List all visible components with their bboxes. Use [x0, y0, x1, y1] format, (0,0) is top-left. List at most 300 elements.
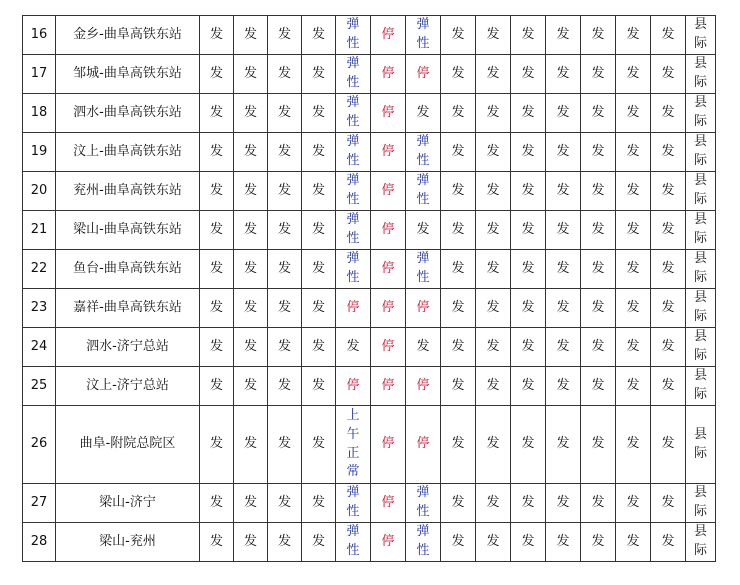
status-text: 发	[486, 221, 500, 237]
status-text: 发	[277, 221, 291, 237]
status-text: 弹性	[416, 485, 430, 519]
status-cell	[441, 250, 476, 289]
status-text: 发	[556, 65, 570, 81]
status-text: 发	[486, 65, 500, 81]
route-name: 梁山-济宁	[56, 484, 200, 523]
status-cell	[476, 406, 511, 484]
table-row	[23, 406, 716, 484]
status-text: 发	[486, 104, 500, 120]
status-cell	[616, 406, 651, 484]
status-cell	[302, 250, 336, 289]
row-number: 21	[23, 211, 56, 250]
status-cell	[371, 289, 406, 328]
status-text: 发	[243, 377, 257, 393]
status-text: 停	[381, 221, 395, 237]
status-cell	[616, 523, 651, 562]
status-text: 发	[626, 104, 640, 120]
route-name: 泗水-曲阜高铁东站	[56, 94, 200, 133]
table-row	[23, 328, 716, 367]
status-cell	[268, 55, 302, 94]
route-name: 梁山-曲阜高铁东站	[56, 211, 200, 250]
status-cell	[200, 55, 234, 94]
status-text: 停	[346, 299, 360, 315]
status-cell	[336, 16, 371, 55]
status-cell	[234, 16, 268, 55]
status-text: 停	[381, 26, 395, 42]
status-text: 发	[521, 338, 535, 354]
status-text: 发	[311, 26, 325, 42]
status-text: 发	[521, 221, 535, 237]
status-text: 发	[209, 338, 223, 354]
status-cell	[200, 250, 234, 289]
route-name: 金乡-曲阜高铁东站	[56, 16, 200, 55]
status-cell	[581, 484, 616, 523]
status-cell	[581, 94, 616, 133]
status-text: 发	[626, 65, 640, 81]
status-cell	[268, 484, 302, 523]
status-cell	[651, 172, 686, 211]
status-cell	[200, 523, 234, 562]
status-cell	[616, 211, 651, 250]
status-text: 发	[591, 65, 605, 81]
status-text: 发	[451, 221, 465, 237]
table-row	[23, 289, 716, 328]
status-text: 发	[209, 260, 223, 276]
route-type	[686, 94, 716, 133]
status-text: 发	[591, 221, 605, 237]
status-text: 发	[556, 494, 570, 510]
status-cell	[371, 367, 406, 406]
status-text: 弹性	[346, 56, 360, 90]
status-text: 发	[277, 26, 291, 42]
status-cell	[336, 328, 371, 367]
status-text: 发	[486, 533, 500, 549]
status-text: 发	[346, 338, 360, 354]
status-cell	[441, 133, 476, 172]
status-text: 发	[311, 221, 325, 237]
status-text: 弹性	[346, 524, 360, 558]
status-cell	[581, 523, 616, 562]
status-text: 停	[416, 377, 430, 393]
status-text: 弹性	[416, 251, 430, 285]
status-cell	[234, 250, 268, 289]
status-cell	[616, 367, 651, 406]
status-text: 发	[556, 182, 570, 198]
status-cell	[336, 523, 371, 562]
status-text: 发	[626, 221, 640, 237]
status-cell	[441, 16, 476, 55]
status-text: 弹性	[416, 134, 430, 168]
status-cell	[268, 406, 302, 484]
status-text: 发	[591, 436, 605, 452]
status-text: 发	[311, 104, 325, 120]
status-cell	[268, 367, 302, 406]
status-cell	[511, 328, 546, 367]
route-type	[686, 250, 716, 289]
status-text: 发	[209, 494, 223, 510]
status-text: 发	[451, 299, 465, 315]
status-text: 发	[521, 182, 535, 198]
status-text: 发	[486, 377, 500, 393]
status-cell	[511, 289, 546, 328]
table-row	[23, 250, 716, 289]
status-cell	[406, 211, 441, 250]
route-type	[686, 16, 716, 55]
status-cell	[476, 211, 511, 250]
status-cell	[651, 250, 686, 289]
status-text: 停	[381, 143, 395, 159]
status-text: 发	[451, 65, 465, 81]
status-cell	[546, 484, 581, 523]
status-cell	[581, 133, 616, 172]
row-number: 22	[23, 250, 56, 289]
status-cell	[406, 133, 441, 172]
status-cell	[302, 211, 336, 250]
status-cell	[234, 406, 268, 484]
route-name: 嘉祥-曲阜高铁东站	[56, 289, 200, 328]
status-text: 发	[451, 338, 465, 354]
table-row	[23, 211, 716, 250]
status-text: 发	[209, 182, 223, 198]
status-cell	[268, 289, 302, 328]
status-text: 发	[591, 260, 605, 276]
status-cell	[581, 16, 616, 55]
status-text: 发	[243, 65, 257, 81]
status-text: 发	[311, 533, 325, 549]
status-text: 发	[277, 436, 291, 452]
route-type	[686, 484, 716, 523]
status-cell	[371, 94, 406, 133]
status-cell	[302, 133, 336, 172]
status-cell	[441, 484, 476, 523]
status-text: 发	[521, 299, 535, 315]
status-text: 发	[451, 143, 465, 159]
status-cell	[234, 484, 268, 523]
status-text: 发	[277, 338, 291, 354]
status-text: 发	[661, 260, 675, 276]
status-cell	[406, 406, 441, 484]
status-text: 弹性	[346, 485, 360, 519]
status-text: 停	[416, 299, 430, 315]
row-number: 17	[23, 55, 56, 94]
status-text: 弹性	[346, 95, 360, 129]
status-cell	[234, 172, 268, 211]
status-cell	[511, 172, 546, 211]
status-cell	[651, 55, 686, 94]
status-cell	[371, 133, 406, 172]
status-text: 发	[591, 533, 605, 549]
status-cell	[371, 484, 406, 523]
status-cell	[200, 172, 234, 211]
status-cell	[302, 484, 336, 523]
status-cell	[371, 55, 406, 94]
status-cell	[234, 328, 268, 367]
status-text: 发	[486, 26, 500, 42]
status-text: 发	[521, 143, 535, 159]
status-text: 发	[311, 143, 325, 159]
status-cell	[581, 211, 616, 250]
route-type	[686, 172, 716, 211]
status-text: 弹性	[346, 251, 360, 285]
status-cell	[511, 523, 546, 562]
status-cell	[268, 133, 302, 172]
status-text: 发	[451, 260, 465, 276]
status-text: 发	[416, 221, 430, 237]
status-cell	[268, 16, 302, 55]
status-cell	[651, 289, 686, 328]
status-cell	[302, 172, 336, 211]
status-text: 弹性	[346, 212, 360, 246]
status-cell	[200, 211, 234, 250]
status-cell	[336, 406, 371, 484]
status-text: 发	[243, 221, 257, 237]
status-text: 发	[556, 338, 570, 354]
status-cell	[476, 367, 511, 406]
status-cell	[336, 133, 371, 172]
status-cell	[476, 250, 511, 289]
status-cell	[511, 211, 546, 250]
status-text: 停	[416, 65, 430, 81]
status-text: 发	[451, 494, 465, 510]
table-row	[23, 484, 716, 523]
status-text: 发	[661, 436, 675, 452]
row-number: 19	[23, 133, 56, 172]
status-cell	[406, 250, 441, 289]
status-cell	[546, 94, 581, 133]
status-cell	[616, 328, 651, 367]
status-text: 停	[381, 494, 395, 510]
status-text: 停	[381, 104, 395, 120]
status-cell	[581, 172, 616, 211]
route-type-text: 县际	[693, 290, 707, 324]
status-text: 停	[381, 299, 395, 315]
status-text: 弹性	[416, 17, 430, 51]
status-text: 发	[661, 65, 675, 81]
row-number: 18	[23, 94, 56, 133]
route-name: 梁山-兖州	[56, 523, 200, 562]
route-name: 泗水-济宁总站	[56, 328, 200, 367]
status-text: 弹性	[346, 134, 360, 168]
route-type	[686, 133, 716, 172]
status-text: 停	[416, 436, 430, 452]
status-cell	[371, 16, 406, 55]
status-text: 发	[661, 377, 675, 393]
status-text: 发	[626, 143, 640, 159]
status-text: 发	[243, 338, 257, 354]
status-text: 发	[661, 26, 675, 42]
status-cell	[546, 328, 581, 367]
route-name: 汶上-济宁总站	[56, 367, 200, 406]
status-cell	[511, 484, 546, 523]
status-text: 发	[209, 221, 223, 237]
status-cell	[581, 328, 616, 367]
status-cell	[476, 16, 511, 55]
status-cell	[546, 250, 581, 289]
status-cell	[616, 94, 651, 133]
status-text: 发	[311, 65, 325, 81]
status-cell	[476, 289, 511, 328]
status-text: 发	[243, 26, 257, 42]
status-cell	[336, 94, 371, 133]
status-cell	[476, 328, 511, 367]
status-text: 发	[451, 182, 465, 198]
status-cell	[441, 289, 476, 328]
status-cell	[581, 367, 616, 406]
status-cell	[336, 289, 371, 328]
status-text: 发	[311, 436, 325, 452]
status-cell	[651, 406, 686, 484]
route-type	[686, 406, 716, 484]
status-cell	[371, 523, 406, 562]
status-text: 发	[209, 143, 223, 159]
status-text: 发	[311, 494, 325, 510]
status-text: 发	[277, 299, 291, 315]
route-type	[686, 289, 716, 328]
status-text: 发	[416, 104, 430, 120]
status-text: 发	[661, 221, 675, 237]
status-text: 发	[591, 104, 605, 120]
status-cell	[371, 172, 406, 211]
status-text: 停	[381, 377, 395, 393]
status-cell	[302, 406, 336, 484]
status-cell	[546, 172, 581, 211]
status-cell	[336, 55, 371, 94]
status-cell	[476, 133, 511, 172]
status-cell	[581, 406, 616, 484]
status-cell	[268, 250, 302, 289]
route-name: 邹城-曲阜高铁东站	[56, 55, 200, 94]
status-text: 发	[661, 533, 675, 549]
status-cell	[371, 406, 406, 484]
status-text: 发	[451, 533, 465, 549]
status-cell	[441, 367, 476, 406]
status-cell	[302, 523, 336, 562]
status-text: 停	[381, 533, 395, 549]
status-text: 发	[486, 494, 500, 510]
status-cell	[234, 55, 268, 94]
row-number: 16	[23, 16, 56, 55]
status-text: 发	[556, 533, 570, 549]
status-cell	[476, 484, 511, 523]
route-type-text: 县际	[693, 251, 707, 285]
status-cell	[616, 16, 651, 55]
status-cell	[546, 55, 581, 94]
status-text: 发	[486, 182, 500, 198]
status-cell	[651, 16, 686, 55]
status-text: 发	[486, 338, 500, 354]
table-row	[23, 133, 716, 172]
status-text: 发	[521, 377, 535, 393]
status-cell	[200, 16, 234, 55]
status-text: 发	[521, 533, 535, 549]
status-text: 发	[661, 104, 675, 120]
status-cell	[336, 484, 371, 523]
status-text: 发	[243, 436, 257, 452]
status-text: 发	[556, 260, 570, 276]
status-cell	[441, 172, 476, 211]
status-cell	[441, 211, 476, 250]
row-number: 25	[23, 367, 56, 406]
status-cell	[546, 406, 581, 484]
status-cell	[441, 94, 476, 133]
status-text: 发	[243, 260, 257, 276]
status-text: 弹性	[416, 173, 430, 207]
status-cell	[200, 133, 234, 172]
status-cell	[234, 94, 268, 133]
status-text: 停	[381, 436, 395, 452]
status-text: 发	[626, 299, 640, 315]
status-cell	[651, 367, 686, 406]
status-cell	[406, 328, 441, 367]
route-name: 汶上-曲阜高铁东站	[56, 133, 200, 172]
status-cell	[546, 289, 581, 328]
status-text: 发	[556, 26, 570, 42]
status-text: 发	[626, 182, 640, 198]
status-text: 发	[209, 436, 223, 452]
route-type-text: 县际	[693, 17, 707, 51]
status-cell	[511, 406, 546, 484]
status-text: 发	[311, 182, 325, 198]
status-text: 发	[209, 533, 223, 549]
row-number: 23	[23, 289, 56, 328]
route-name: 兖州-曲阜高铁东站	[56, 172, 200, 211]
status-cell	[371, 211, 406, 250]
status-text: 发	[209, 299, 223, 315]
status-cell	[546, 367, 581, 406]
status-cell	[406, 289, 441, 328]
status-text: 发	[556, 143, 570, 159]
status-text: 发	[277, 494, 291, 510]
row-number: 26	[23, 406, 56, 484]
status-text: 发	[591, 338, 605, 354]
status-cell	[406, 55, 441, 94]
status-cell	[476, 523, 511, 562]
status-text: 发	[311, 299, 325, 315]
status-cell	[302, 289, 336, 328]
status-text: 发	[661, 494, 675, 510]
status-cell	[651, 328, 686, 367]
status-cell	[546, 211, 581, 250]
status-cell	[616, 55, 651, 94]
status-text: 发	[243, 143, 257, 159]
route-type	[686, 328, 716, 367]
route-type-text: 县际	[693, 134, 707, 168]
status-cell	[476, 94, 511, 133]
status-text: 发	[209, 377, 223, 393]
status-cell	[268, 523, 302, 562]
status-cell	[200, 484, 234, 523]
status-text: 发	[521, 260, 535, 276]
status-text: 发	[277, 533, 291, 549]
table-body	[23, 16, 716, 562]
status-text: 停	[346, 377, 360, 393]
status-cell	[406, 94, 441, 133]
status-cell	[511, 94, 546, 133]
status-cell	[546, 523, 581, 562]
status-text: 发	[626, 26, 640, 42]
route-type-text: 县际	[693, 426, 707, 461]
status-cell	[616, 289, 651, 328]
status-cell	[511, 55, 546, 94]
status-text: 弹性	[416, 524, 430, 558]
status-text: 发	[486, 436, 500, 452]
status-cell	[371, 250, 406, 289]
status-cell	[268, 94, 302, 133]
status-cell	[651, 484, 686, 523]
status-cell	[268, 328, 302, 367]
status-cell	[441, 523, 476, 562]
route-name: 鱼台-曲阜高铁东站	[56, 250, 200, 289]
